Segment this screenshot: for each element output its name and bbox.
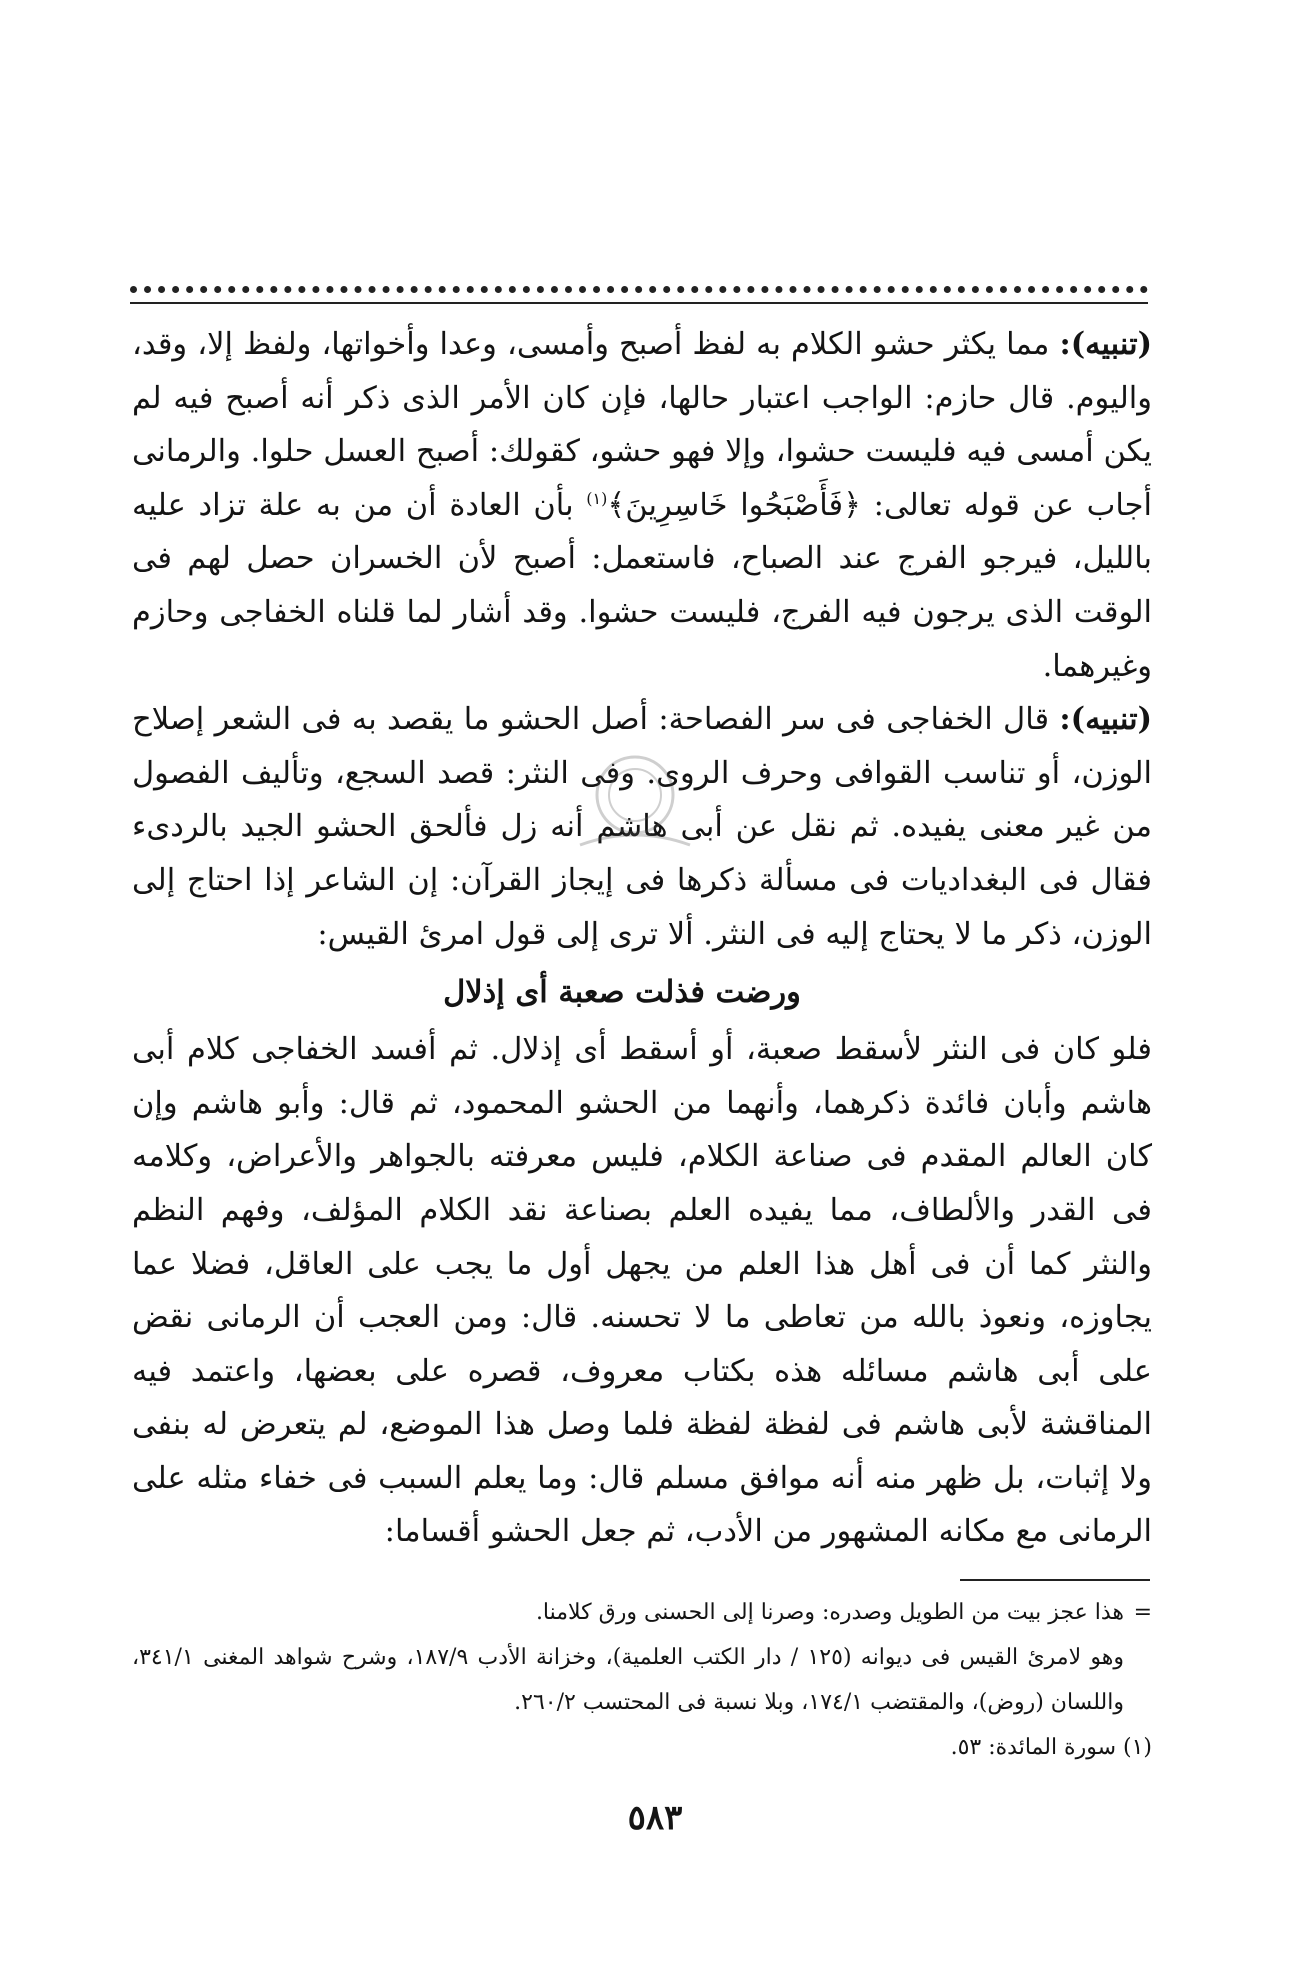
paragraph-text: قال الخفاجى فى سر الفصاحة: أصل الحشو ما يقصد به فى الشعر إصلاح الوزن، أو تناسب القوافى وحرف الروى. وفى النثر: قصد السجع، وتأليف الفصول من غير معنى يفيده. ثم نقل عن أبى هاشم أنه زل فألحق الحشو الجيد بالردىء فقال فى البغداديات فى مسألة ذكرها فى إيجاز القرآن: إن الشاعر إذا احتاج إلى الوزن، ذكر ما لا يحتاج إليه فى النثر. ألا ترى إلى قول امرئ القيس: bbox=[132, 702, 1152, 952]
paragraph-lead: (تنبيه): bbox=[1059, 326, 1153, 362]
paragraph-body: فلو كان فى النثر لأسقط صعبة، أو أسقط أى إذلال. ثم أفسد الخفاجى كلام أبى هاشم وأبان فائدة ذكرهما، وأنهما من الحشو المحمود، ثم قال: وأبو هاشم وإن كان العالم المقدم فى صناعة الكلام، فليس معرفته بالجواهر والأعراض، وكلامه فى القدر والألطاف، مما يفيده العلم بصناعة نقد الكلام المؤلف، وفهم النظم والنثر كما أن فى أهل هذا العلم من يجهل أول ما يجب على العاقل، فضلا عما يجاوزه، ونعوذ بالله من تعاطى ما لا تحسنه. قال: ومن العجب أن الرمانى نقض على أبى هاشم مسائله هذه بكتاب معروف، قصره على بعضها، واعتمد فيه المناقشة لأبى هاشم فى لفظة لفظة فلما وصل هذا الموضع، لم يتعرض له بنفى ولا إثبات، بل ظهر منه أنه موافق مسلم قال: وما يعلم السبب فى خفاء مثله على الرمانى مع مكانه المشهور من الأدب، ثم جعل الحشو أقساما: bbox=[132, 1032, 1152, 1550]
poetry-verse: ورضت فذلت صعبة أى إذلال bbox=[443, 974, 801, 1011]
page-number: ٥٨٣ bbox=[627, 1798, 683, 1838]
paragraph-tanbih-1 bbox=[132, 318, 1152, 693]
footnote-line: هذا عجز بيت من الطويل وصدره: وصرنا إلى الحسنى ورق كلامنا. bbox=[535, 1600, 1124, 1625]
footnote-1: (١) سورة المائدة: ٥٣. bbox=[950, 1735, 1152, 1760]
footnote-separator bbox=[960, 1579, 1150, 1581]
footnotes bbox=[132, 1590, 1152, 1770]
main-text bbox=[132, 318, 1152, 1559]
footnote-sources: وهو لامرئ القيس فى ديوانه (١٢٥ / دار الكتب العلمية)، وخزانة الأدب ١٨٧/٩، وشرح شواهد المغنى ٣٤١/١، واللسان (روض)، والمقتضب ١٧٤/١، وبلا نسبة فى المحتسب ٢٦٠/٢. bbox=[132, 1645, 1124, 1715]
paragraph-text: مما يكثر حشو الكلام به لفظ أصبح وأمسى، وعدا وأخواتها، ولفظ إلا، وقد، واليوم. قال حازم: الواجب اعتبار حالها، فإن كان الأمر الذى ذكر أنه أصبح فيه لم يكن أمسى فيه فليست حشوا، وإلا فهو حشو، كقولك: أصبح العسل حلوا. والرمانى أجاب عن قوله تعالى: ﴿فَأَصْبَحُوا خَاسِرِينَ﴾ bbox=[132, 327, 1152, 523]
footnote-continuation-mark: = bbox=[1133, 1600, 1152, 1625]
footnote-continued bbox=[132, 1590, 1152, 1635]
paragraph-text-continued: بأن العادة أن من به علة تزاد عليه بالليل، فيرجو الفرج عند الصباح، فاستعمل: أصبح لأن الخسران حصل لهم فى الوقت الذى يرجون فيه الفرج، فليست حشوا. وقد أشار لما قلناه الخفاجى وحازم وغيرهما. bbox=[132, 487, 1152, 684]
header-solid-rule bbox=[130, 302, 1148, 304]
header-dotted-rule bbox=[130, 286, 1148, 293]
footnote-reference: (١) bbox=[586, 488, 608, 508]
paragraph-tanbih-2 bbox=[132, 693, 1152, 961]
paragraph-lead: (تنبيه): bbox=[1059, 701, 1152, 738]
